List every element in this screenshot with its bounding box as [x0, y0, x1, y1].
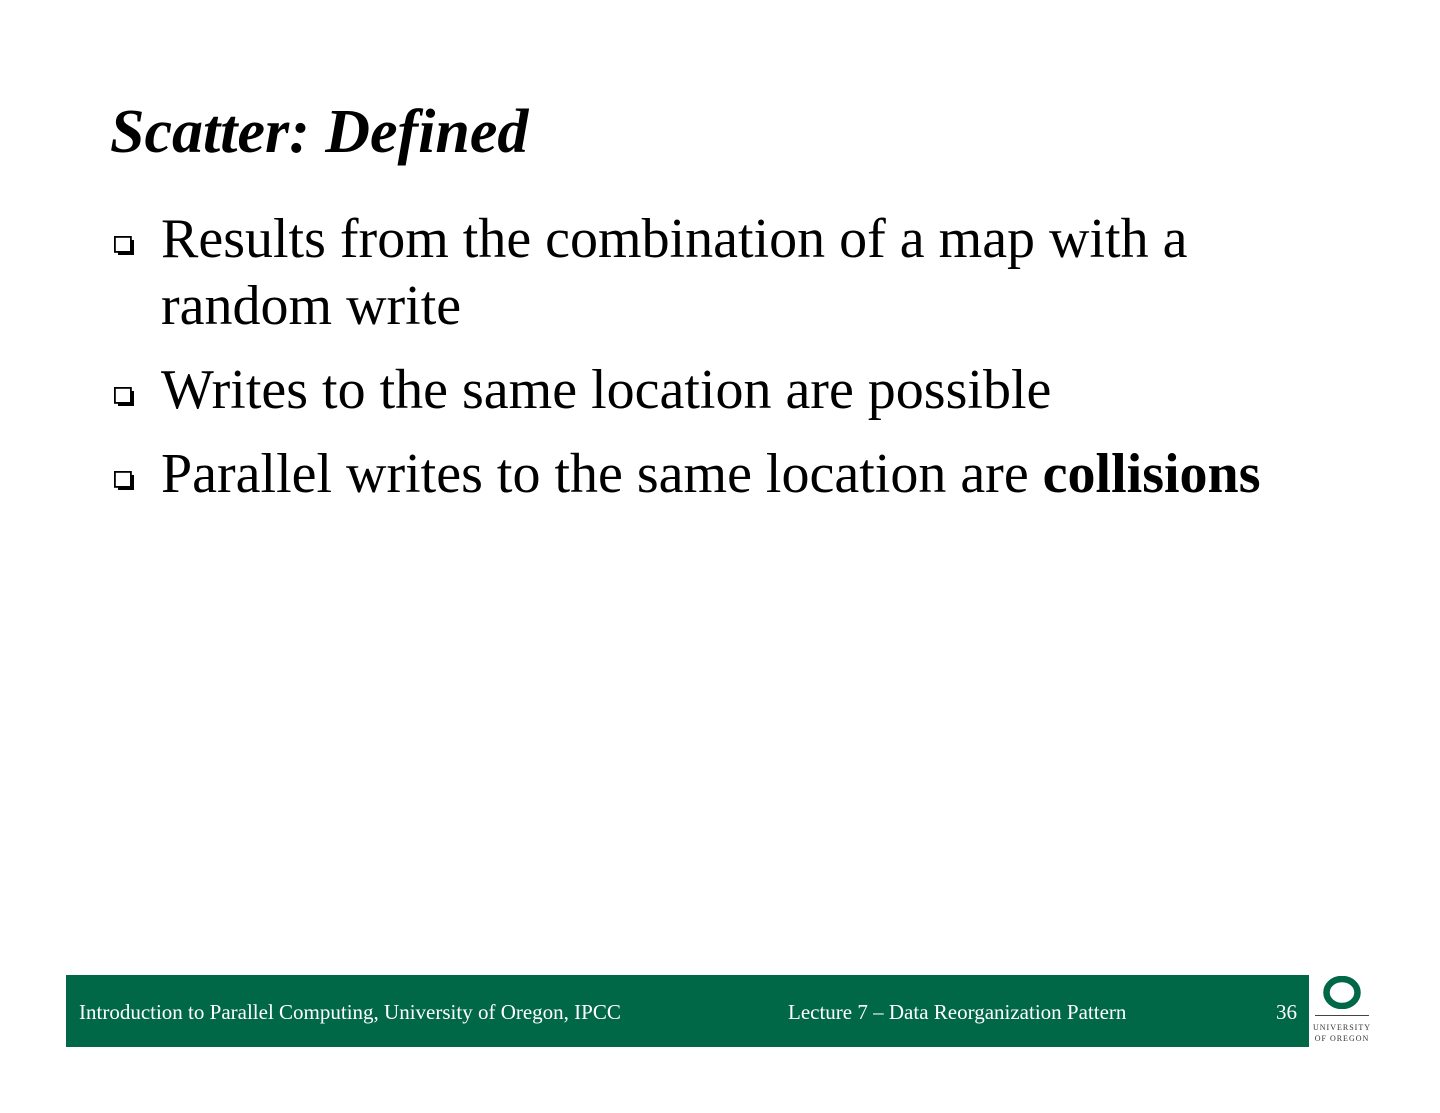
- bullet-text: Writes to the same location are possible: [161, 359, 1052, 421]
- bullet-item: [112, 441, 1372, 508]
- hollow-square-icon: [114, 387, 135, 407]
- logo-divider: [1315, 1015, 1369, 1016]
- page-number: 36: [1276, 1000, 1297, 1024]
- course-title: Introduction to Parallel Computing, University of Oregon, IPCC: [79, 1000, 621, 1024]
- bullet-emphasis: collisions: [1042, 443, 1261, 505]
- footer-bar: [66, 975, 1309, 1047]
- hollow-square-icon: [114, 236, 135, 256]
- bullet-item: [112, 206, 1372, 340]
- slide-title: Scatter: Defined: [110, 98, 529, 166]
- hollow-square-icon: [114, 471, 135, 491]
- logo-text-oregon: OF OREGON: [1314, 1034, 1370, 1043]
- logo-text-university: UNIVERSITY: [1313, 1023, 1371, 1032]
- logo-o-icon: [1323, 976, 1361, 1009]
- bullet-list: [112, 206, 1372, 525]
- bullet-text: Results from the combination of a map with a random write: [161, 208, 1188, 337]
- lecture-title: Lecture 7 – Data Reorganization Pattern: [788, 1000, 1127, 1024]
- bullet-text: Parallel writes to the same location are: [161, 443, 1043, 505]
- bullet-item: [112, 357, 1372, 424]
- university-logo: [1311, 976, 1373, 1048]
